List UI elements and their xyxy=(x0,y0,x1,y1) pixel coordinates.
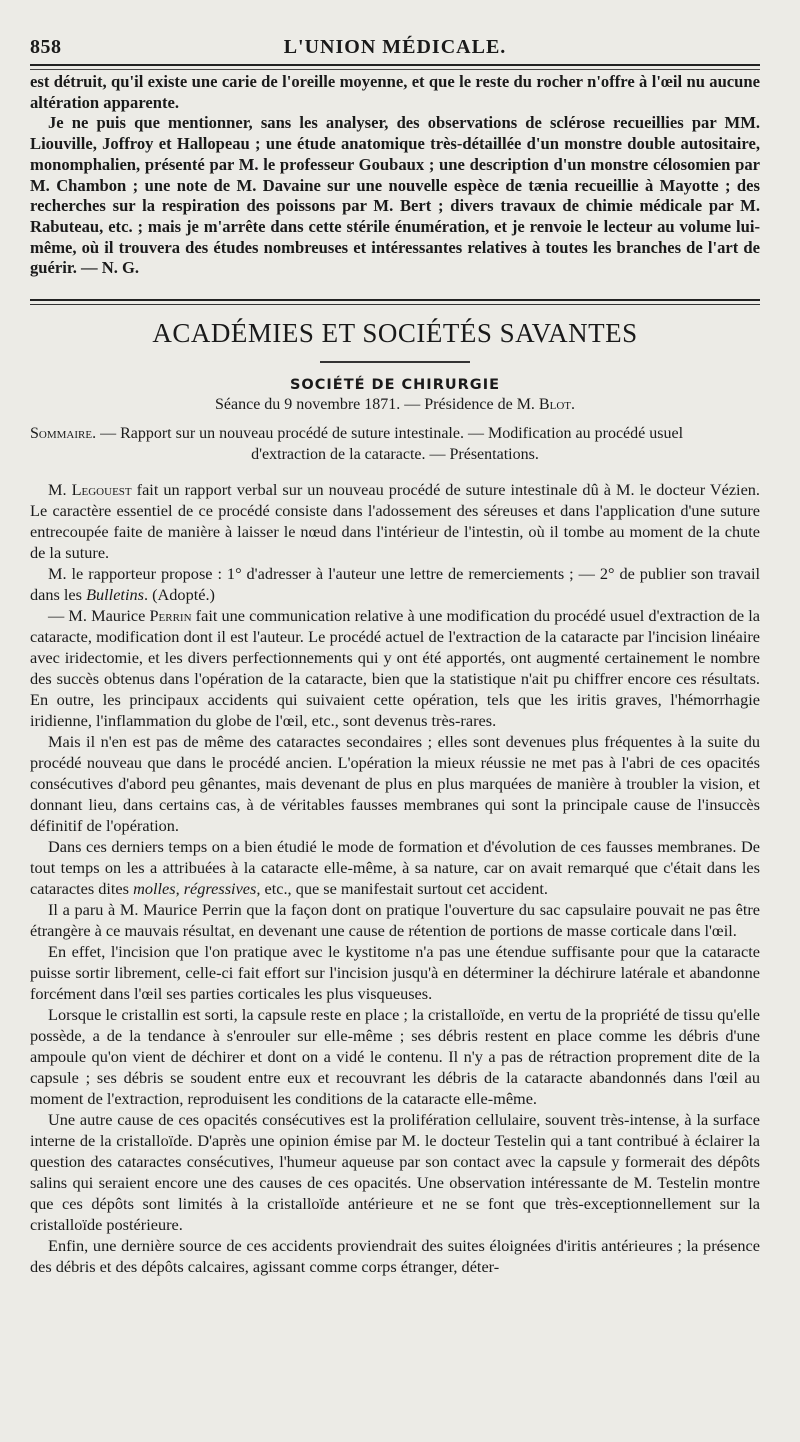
author-perrin: Perrin xyxy=(149,606,192,626)
seance-line xyxy=(30,396,760,414)
intro-paragraph-1: est détruit, qu'il existe une carie de l'oreille moyenne, et que le reste du rocher n'offre à l'œil nu aucune altération apparente. xyxy=(30,72,760,112)
summary-line-2: d'extraction de la cataracte. — Présentations. xyxy=(251,446,539,464)
author-legouest: Legouest xyxy=(71,480,132,500)
body-paragraph-4: Mais il n'en est pas de même des cataractes secondaires ; elles sont devenues plus fréquentes à la suite du procédé nouveau que dans le procédé ancien. L'opération la mieux réussie ne met pas à l'abri de ces opacités consécutives d'abord peu gênantes, mais devenant de plus en plus marquées de manière à troubler la vision, et donnant lieu, dans certains cas, à de véritables fausses membranes qui sont la principale cause de l'insuccès définitif de l'opération. xyxy=(30,732,760,836)
seance-president: Blot xyxy=(538,396,571,414)
body-paragraph-5: Dans ces derniers temps on a bien étudié le mode de formation et d'évolution de ces fausses membranes. De tout temps on les a attribuées à la cataracte elle-même, à sa nature, car on avait remarqué que c'était dans les cataractes dites molles, régressives, etc., que se manifestait surtout cet accident. xyxy=(30,837,760,899)
header-rule xyxy=(30,69,760,70)
section-divider xyxy=(30,299,760,305)
summary-label: Sommaire. xyxy=(30,425,97,443)
page-number: 858 xyxy=(30,36,62,58)
society-heading: SOCIÉTÉ DE CHIRURGIE xyxy=(289,377,501,394)
journal-title: L'UNION MÉDICALE. xyxy=(283,36,507,58)
seance-suffix: . xyxy=(570,396,575,414)
article-body xyxy=(30,479,760,1277)
body-paragraph-6: Il a paru à M. Maurice Perrin que la façon dont on pratique l'ouverture du sac capsulaire pouvait ne pas être étrangère à ce mauvais résultat, en devenant une cause de rétention de portions de masse corticale dans l'œil. xyxy=(30,900,760,941)
bulletins-italic: Bulletins xyxy=(86,585,144,605)
body-paragraph-1: M. Legouest fait un rapport verbal sur un nouveau procédé de suture intestinale dû à M. le docteur Vézien. Le caractère essentiel de ce procédé consiste dans l'adossement des séreuses et dans l'application d'une suture entrecoupée faite de manière à laisser le nœud dans l'intérieur de l'intestin, où il tombe au moment de la chute de la suture. xyxy=(30,480,761,563)
body-paragraph-10: Enfin, une dernière source de ces accidents proviendrait des suites éloignées d'iritis antérieures ; la présence des débris et des dépôts calcaires, agissant comme corps étranger, déter- xyxy=(30,1236,760,1277)
body-paragraph-2: M. le rapporteur propose : 1° d'adresser à l'auteur une lettre de remerciements ; — 2° de publier son travail dans les Bulletins. (Adopté.) xyxy=(30,564,760,605)
body-paragraph-3: — M. Maurice Perrin fait une communication relative à une modification du procédé usuel d'extraction de la cataracte, modification dont il est l'auteur. Le procédé actuel de l'extraction de la cataracte par l'incision linéaire avec iridectomie, et les divers perfectionnements qui y ont été apportés, ont augmenté certainement le nombre des succès obtenus dans l'opération de la cataracte, bien que la statistique n'ait pu chiffrer encore ces résultats. En outre, les principaux accidents qui suivaient cette opération, tels que les iritis graves, l'hémorrhagie iridienne, l'inflammation du globe de l'œil, etc., sont devenus très-rares. xyxy=(30,606,760,731)
summary-block xyxy=(30,423,760,465)
title-rule xyxy=(320,361,470,363)
body-paragraph-9: Une autre cause de ces opacités consécutives est la prolifération cellulaire, souvent très-intense, à la surface interne de la cristalloïde. D'après une opinion émise par M. le docteur Testelin qui a tant contribué à éclairer la question des cataractes consécutives, l'humeur aqueuse par son contact avec la capsule y formerait des dépôts salins qui seraient encore une des causes de ces opacités. Une observation intéressante de M. Testelin montre que ces dépôts sont limités à la cristalloïde antérieure et ne se font que très-exceptionnellement sur la cristalloïde postérieure. xyxy=(30,1110,760,1235)
section-title: ACADÉMIES ET SOCIÉTÉS SAVANTES xyxy=(152,318,638,349)
intro-section xyxy=(30,72,760,279)
page-header xyxy=(30,24,760,66)
seance-prefix: Séance du 9 novembre 1871. — Présidence de M. xyxy=(215,396,539,414)
body-paragraph-8: Lorsque le cristallin est sorti, la capsule reste en place ; la cristalloïde, en vertu de la propriété de tissu qu'elle possède, a de la tendance à s'enrouler sur elle-même ; ses débris restent en place comme les débris d'une ampoule qu'on vient de déchirer et dont on a vidé le contenu. Il n'y a pas de rétraction proprement dite de la capsule ; ses débris se soudent entre eux et recouvrant les débris de la cataracte abandonnés dans l'œil au moment de l'extraction, reproduisent les conditions de la cataracte elle-même. xyxy=(30,1005,760,1109)
intro-paragraph-2: Je ne puis que mentionner, sans les analyser, des observations de sclérose recueillies par MM. Liouville, Joffroy et Hallopeau ; une étude anatomique très-détaillée d'un monstre double autositaire, monomphalien, présenté par M. le professeur Goubaux ; une description d'un monstre célosomien par M. Chambon ; une note de M. Davaine sur une nouvelle espèce de tænia recueillie à Mayotte ; des recherches sur la respiration des poissons par M. Bert ; divers travaux de chimie médicale par M. Rabuteau, etc. ; mais je m'arrête dans cette stérile énumération, et je renvoie le lecteur au volume lui-même, où il trouvera des études nombreuses et intéressantes relatives à toutes les branches de l'art de guérir. — N. G. xyxy=(30,113,760,278)
summary-line-1: — Rapport sur un nouveau procédé de suture intestinale. — Modification au procédé usuel xyxy=(96,425,684,443)
cataract-types-italic: molles, régressives, xyxy=(133,879,261,899)
body-paragraph-7: En effet, l'incision que l'on pratique avec le kystitome n'a pas une étendue suffisante pour que la cataracte puisse sortir librement, celle-ci fait effort sur l'incision jusqu'à en déterminer la déchirure latérale et abandonne forcément dans l'œil ses parties corticales les plus visqueuses. xyxy=(30,942,760,1004)
